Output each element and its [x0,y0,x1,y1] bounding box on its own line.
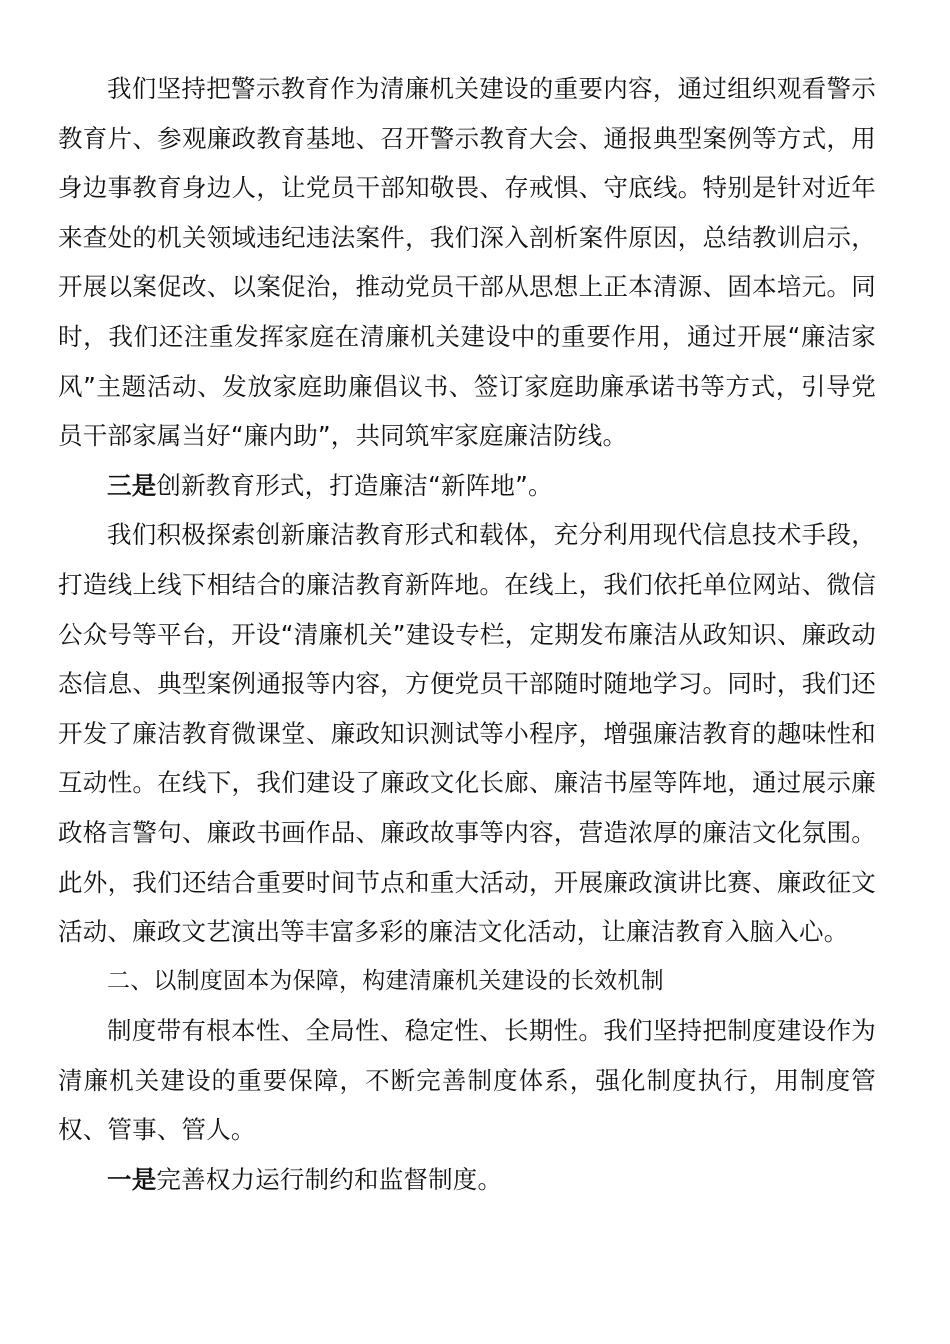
paragraph-lead: 一是 [107,1165,157,1195]
paragraph-point-one [58,1155,876,1205]
paragraph-text: 二、以制度固本为保障，构建清廉机关建设的长效机制 [107,967,664,994]
paragraph-text: 制度带有根本性、全局性、稳定性、长期性。我们坚持把制度建设作为清廉机关建设的重要保障，不断完善制度体系，强化制度执行，用制度管权、管事、管人。 [58,1016,876,1145]
paragraph-new-positions [58,510,876,956]
paragraph-system-building [58,1006,876,1155]
paragraph-point-three [58,461,876,511]
section-heading-two [58,957,876,1007]
paragraph-lead: 三是 [107,470,157,500]
paragraph-text: 完善权力运行制约和监督制度。 [156,1165,503,1195]
paragraph-warning-education [58,64,876,461]
paragraph-text: 创新教育形式，打造廉洁“新阵地”。 [156,470,553,500]
document-page [58,64,876,1205]
paragraph-text: 我们坚持把警示教育作为清廉机关建设的重要内容，通过组织观看警示教育片、参观廉政教育基地、召开警示教育大会、通报典型案例等方式，用身边事教育身边人，让党员干部知敬畏、存戒惧、守底线。特别是针对近年来查处的机关领域违纪违法案件，我们深入剖析案件原因，总结教训启示，开展以案促改、以案促治，推动党员干部从思想上正本清源、固本培元。同时，我们还注重发挥家庭在清廉机关建设中的重要作用，通过开展“廉洁家风”主题活动、发放家庭助廉倡议书、签订家庭助廉承诺书等方式，引导党员干部家属当好“廉内助”，共同筑牢家庭廉洁防线。 [58,74,876,451]
paragraph-text: 我们积极探索创新廉洁教育形式和载体，充分利用现代信息技术手段，打造线上线下相结合的廉洁教育新阵地。在线上，我们依托单位网站、微信公众号等平台，开设“清廉机关”建设专栏，定期发布廉洁从政知识、廉政动态信息、典型案例通报等内容，方便党员干部随时随地学习。同时，我们还开发了廉洁教育微课堂、廉政知识测试等小程序，增强廉洁教育的趣味性和互动性。在线下，我们建设了廉政文化长廊、廉洁书屋等阵地，通过展示廉政格言警句、廉政书画作品、廉政故事等内容，营造浓厚的廉洁文化氛围。此外，我们还结合重要时间节点和重大活动，开展廉政演讲比赛、廉政征文活动、廉政文艺演出等丰富多彩的廉洁文化活动，让廉洁教育入脑入心。 [58,520,876,947]
